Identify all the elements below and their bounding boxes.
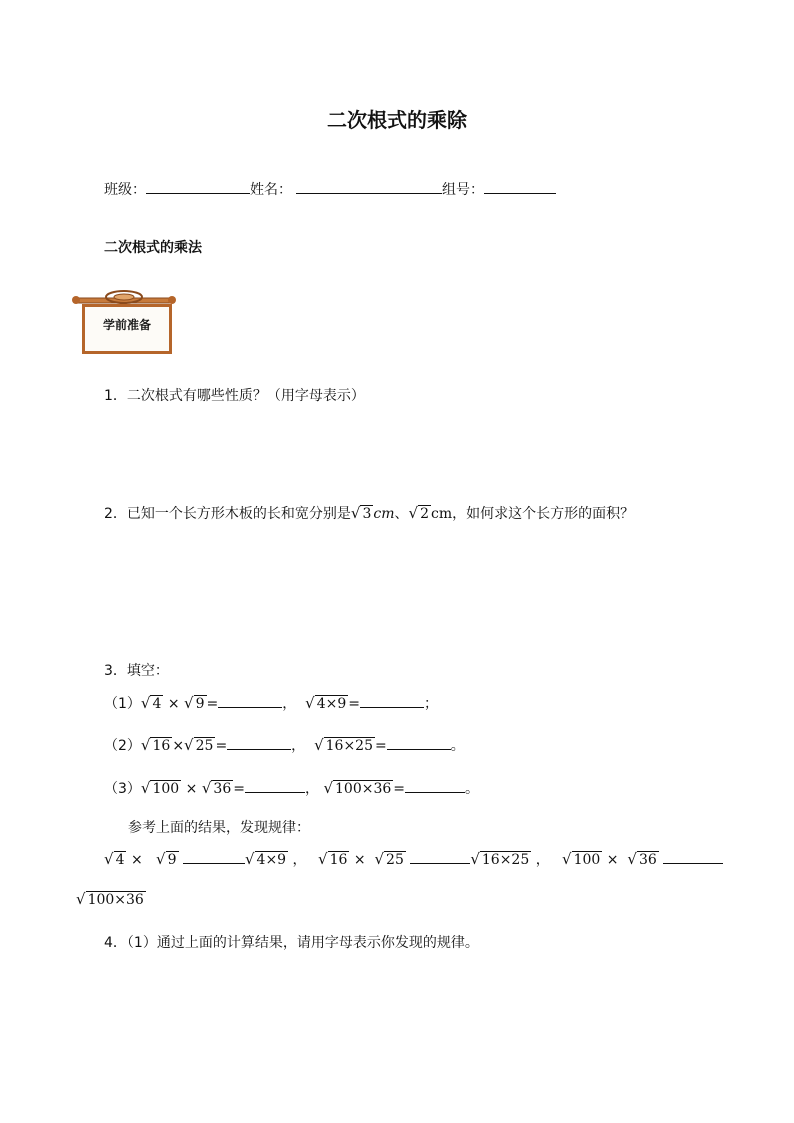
radical: √ 4×9: [244, 850, 287, 868]
radical: √ 4×9: [305, 694, 347, 712]
comma: ，: [282, 696, 297, 712]
rule-pair-3-continued: [76, 890, 146, 910]
question-3-heading: 3．填空：: [104, 663, 169, 679]
equals-sign: =: [215, 738, 228, 754]
answer-blank[interactable]: [227, 734, 291, 750]
radical: √ 9: [184, 694, 205, 712]
row-number: （2）: [104, 738, 141, 754]
times-sign: ×: [130, 852, 143, 868]
equals-sign: =: [375, 738, 387, 754]
answer-blank[interactable]: [405, 777, 465, 793]
radical: √ 16: [318, 850, 348, 868]
question-2-suffix: ，如何求这个长方形的面积？: [452, 506, 635, 522]
radical: √ 16: [140, 736, 171, 754]
badge-label: 学前准备: [102, 318, 151, 332]
radical-sqrt3: √ 3: [350, 504, 372, 522]
comma: ，: [291, 738, 306, 754]
equals-sign: =: [206, 696, 219, 712]
times-sign: ×: [606, 852, 619, 868]
group-label: 组号：: [442, 182, 484, 198]
radical-sqrt2: √ 2: [408, 504, 429, 522]
radical: √ 100×36: [76, 890, 144, 908]
radical: √ 100: [562, 850, 601, 868]
separator: 、: [394, 506, 409, 522]
answer-blank[interactable]: [387, 734, 451, 750]
times-sign: ×: [353, 852, 366, 868]
fill-row-3: [104, 777, 479, 799]
equals-sign: =: [233, 781, 245, 797]
radical: √ 36: [201, 779, 232, 797]
name-blank[interactable]: [296, 178, 442, 194]
unit-cm-1: cm: [373, 506, 395, 522]
student-info-line: [104, 178, 556, 199]
radical: √ 25: [184, 736, 214, 754]
compare-blank[interactable]: [410, 848, 470, 864]
row-number: （1）: [104, 696, 141, 712]
row-end: 。: [465, 781, 480, 797]
section-badge: [72, 290, 176, 354]
times-sign: ×: [185, 781, 198, 797]
comma: ，: [304, 781, 319, 797]
times-sign: ×: [167, 696, 180, 712]
answer-blank[interactable]: [360, 692, 424, 708]
radical: √ 4: [140, 694, 162, 712]
question-2-prefix: 2．已知一个长方形木板的长和宽分别是: [104, 506, 351, 522]
unit-cm-2: cm: [431, 506, 453, 522]
row-end: ；: [424, 696, 439, 712]
answer-blank[interactable]: [218, 692, 282, 708]
fill-row-1: [104, 692, 438, 714]
radical: √ 100: [140, 779, 180, 797]
comma: ，: [292, 852, 307, 868]
group-blank[interactable]: [484, 178, 556, 194]
comma: ，: [535, 852, 550, 868]
question-4: 4．（1）通过上面的计算结果，请用字母表示你发现的规律。: [104, 935, 479, 951]
question-2: [104, 503, 634, 524]
question-1: 1．二次根式有哪些性质？（用字母表示）: [104, 388, 365, 404]
equals-sign: =: [393, 781, 406, 797]
class-blank[interactable]: [146, 178, 250, 194]
rule-pair-2: [318, 848, 550, 870]
compare-blank[interactable]: [663, 848, 723, 864]
radical: √ 9: [156, 850, 177, 868]
equals-sign: =: [348, 696, 361, 712]
radical: √ 16×25: [314, 736, 373, 754]
radical: √ 25: [374, 850, 404, 868]
rule-pair-1: [104, 848, 307, 870]
section-title: 二次根式的乘法: [104, 240, 202, 256]
rule-pair-3: [562, 848, 723, 870]
radical: √ 16×25: [470, 850, 530, 868]
answer-blank[interactable]: [245, 777, 305, 793]
page-title: 二次根式的乘除: [327, 108, 467, 132]
name-label: 姓名：: [250, 182, 292, 198]
rule-prompt: 参考上面的结果，发现规律：: [128, 820, 310, 836]
times-sign: ×: [172, 738, 185, 754]
fill-row-2: [104, 734, 465, 756]
radical: √ 36: [627, 850, 657, 868]
class-label: 班级：: [104, 182, 146, 198]
compare-blank[interactable]: [183, 848, 245, 864]
row-end: 。: [450, 738, 465, 754]
row-number: （3）: [104, 781, 141, 797]
radical: √ 4: [104, 850, 125, 868]
radical: √ 100×36: [323, 779, 392, 797]
